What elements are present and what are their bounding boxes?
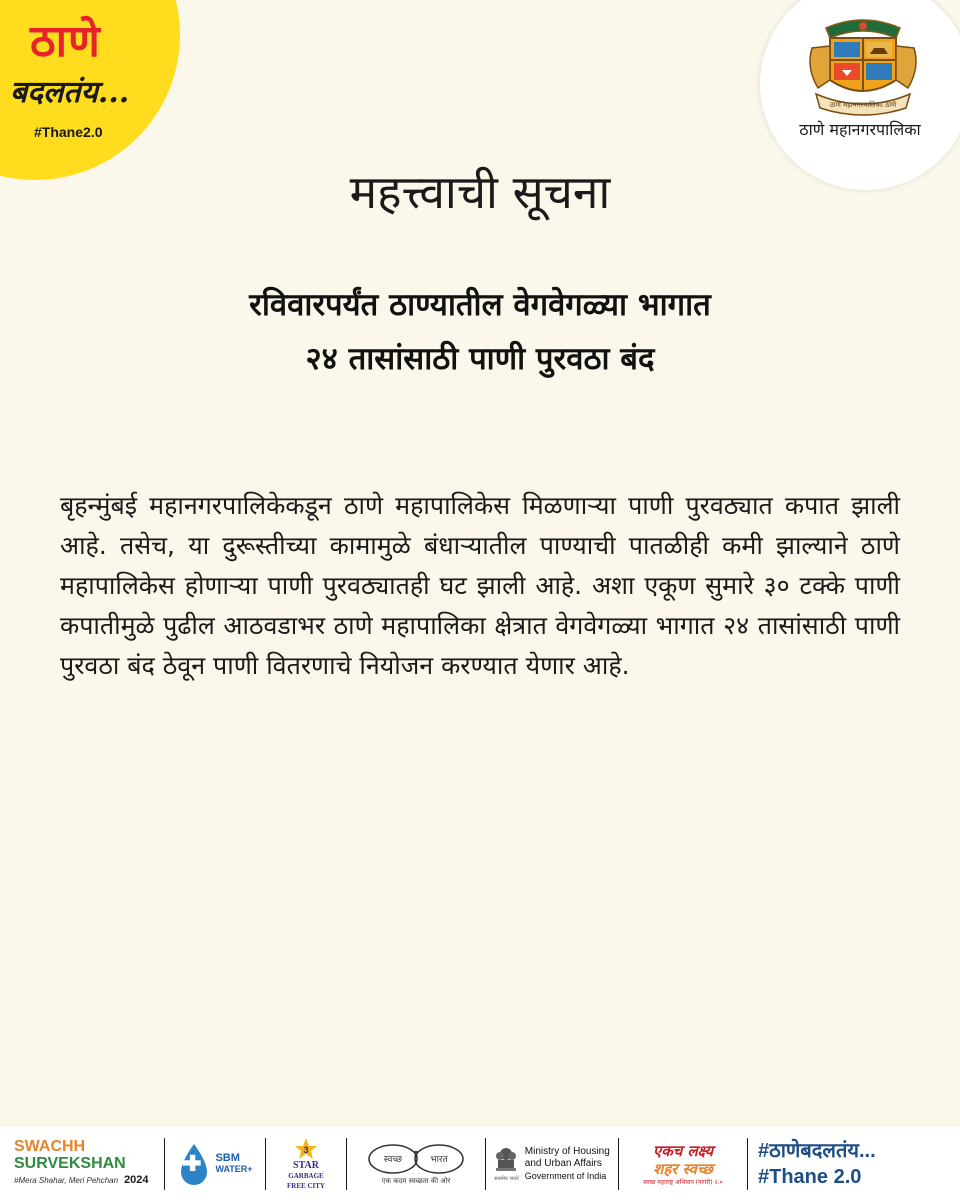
swachh-label: SWACHH bbox=[14, 1138, 86, 1155]
swachh-tagline: #Mera Shahar, Meri Pehchan bbox=[14, 1176, 119, 1185]
ministry-logo bbox=[486, 1134, 618, 1194]
hashtag-english: #Thane 2.0 bbox=[758, 1165, 862, 1188]
star-rating-logo bbox=[266, 1134, 346, 1194]
glasses-right-text: भारत bbox=[430, 1155, 448, 1165]
star-number: 3 bbox=[303, 1144, 309, 1155]
ministry-line-1: Ministry of Housing bbox=[524, 1145, 610, 1157]
footer-logo-strip bbox=[0, 1127, 960, 1200]
star-city-label: FREE CITY bbox=[287, 1181, 325, 1190]
star-label: STAR bbox=[293, 1159, 319, 1171]
ekach-lakshya-line-2: शहर स्वच्छ bbox=[653, 1159, 713, 1178]
survekshan-label: SURVEKSHAN bbox=[14, 1155, 126, 1172]
notice-body: बृहन्मुंबई महानगरपालिकेकडून ठाणे महापालिकेस मिळणाऱ्या पाणी पुरवठ्यात कपात झाली आहे. तसेच, या दुरूस्तीच्या कामामुळे बंधाऱ्यातील पाण्याची पातळीही कमी झाल्याने ठाणे महापालिकेस होणाऱ्या पाणी पुरवठ्यातही घट झाली आहे. अशा एकूण सुमारे ३० टक्के पाणी कपातीमुळे पुढील आठवडाभर ठाणे महापालिका क्षेत्रात वेगवेगळ्या भागात २४ तासांसाठी पाणी पुरवठा बंद ठेवून पाणी वितरणाचे नियोजन करण्यात येणार आहे. bbox=[60, 491, 900, 680]
municipal-emblem-icon bbox=[804, 18, 922, 118]
sbm-water-label: WATER+ bbox=[215, 1163, 253, 1174]
water-drop-icon bbox=[177, 1142, 211, 1186]
swachh-survekshan-logo bbox=[0, 1134, 164, 1194]
sbm-water-logo bbox=[165, 1134, 265, 1194]
ministry-line-2: and Urban Affairs bbox=[524, 1157, 602, 1169]
swachh-year: 2024 bbox=[124, 1174, 149, 1186]
ekach-lakshya-logo bbox=[619, 1134, 747, 1194]
emblem-caption: सत्यमेव जयते bbox=[494, 1175, 519, 1182]
notice-subtitle-line: २४ तासांसाठी पाणी पुरवठा बंद bbox=[305, 341, 655, 377]
notice-subtitle-line: रविवारपर्यंत ठाण्यातील वेगवेगळ्या भागात bbox=[249, 287, 711, 323]
footer-hashtags bbox=[748, 1134, 928, 1194]
sbm-label: SBM bbox=[215, 1151, 240, 1164]
glasses-caption: एक कदम स्वच्छता की ओर bbox=[381, 1177, 451, 1185]
gandhi-glasses-icon bbox=[361, 1141, 471, 1177]
emblem-ribbon-text: ठाणे महानगरपालिका ठाणे bbox=[829, 101, 897, 109]
star-rating-icon bbox=[289, 1137, 323, 1161]
ekach-lakshya-line-1: एकच लक्ष्य bbox=[652, 1141, 714, 1160]
star-garbage-label: GARBAGE bbox=[288, 1171, 324, 1180]
hashtag-marathi: #ठाणेबदलतंय... bbox=[758, 1139, 876, 1162]
ministry-line-3: Government of India bbox=[524, 1170, 607, 1181]
brand-hashtag: #Thane2.0 bbox=[34, 124, 103, 140]
notice-subtitle bbox=[0, 278, 960, 386]
org-name: ठाणे महानगरपालिका bbox=[799, 120, 921, 139]
notice-title: महत्त्वाची सूचना bbox=[349, 165, 611, 219]
brand-badge bbox=[0, 0, 175, 175]
swachh-bharat-logo bbox=[347, 1134, 485, 1194]
brand-subtitle: बदलतंय... bbox=[10, 75, 130, 110]
national-emblem-icon bbox=[495, 1146, 517, 1176]
glasses-left-text: स्वच्छ bbox=[383, 1155, 403, 1165]
brand-title: ठाणे bbox=[30, 16, 101, 67]
ekach-lakshya-line-3: स्वच्छ महाराष्ट्र अभियान (नागरी) २.० bbox=[643, 1178, 723, 1186]
